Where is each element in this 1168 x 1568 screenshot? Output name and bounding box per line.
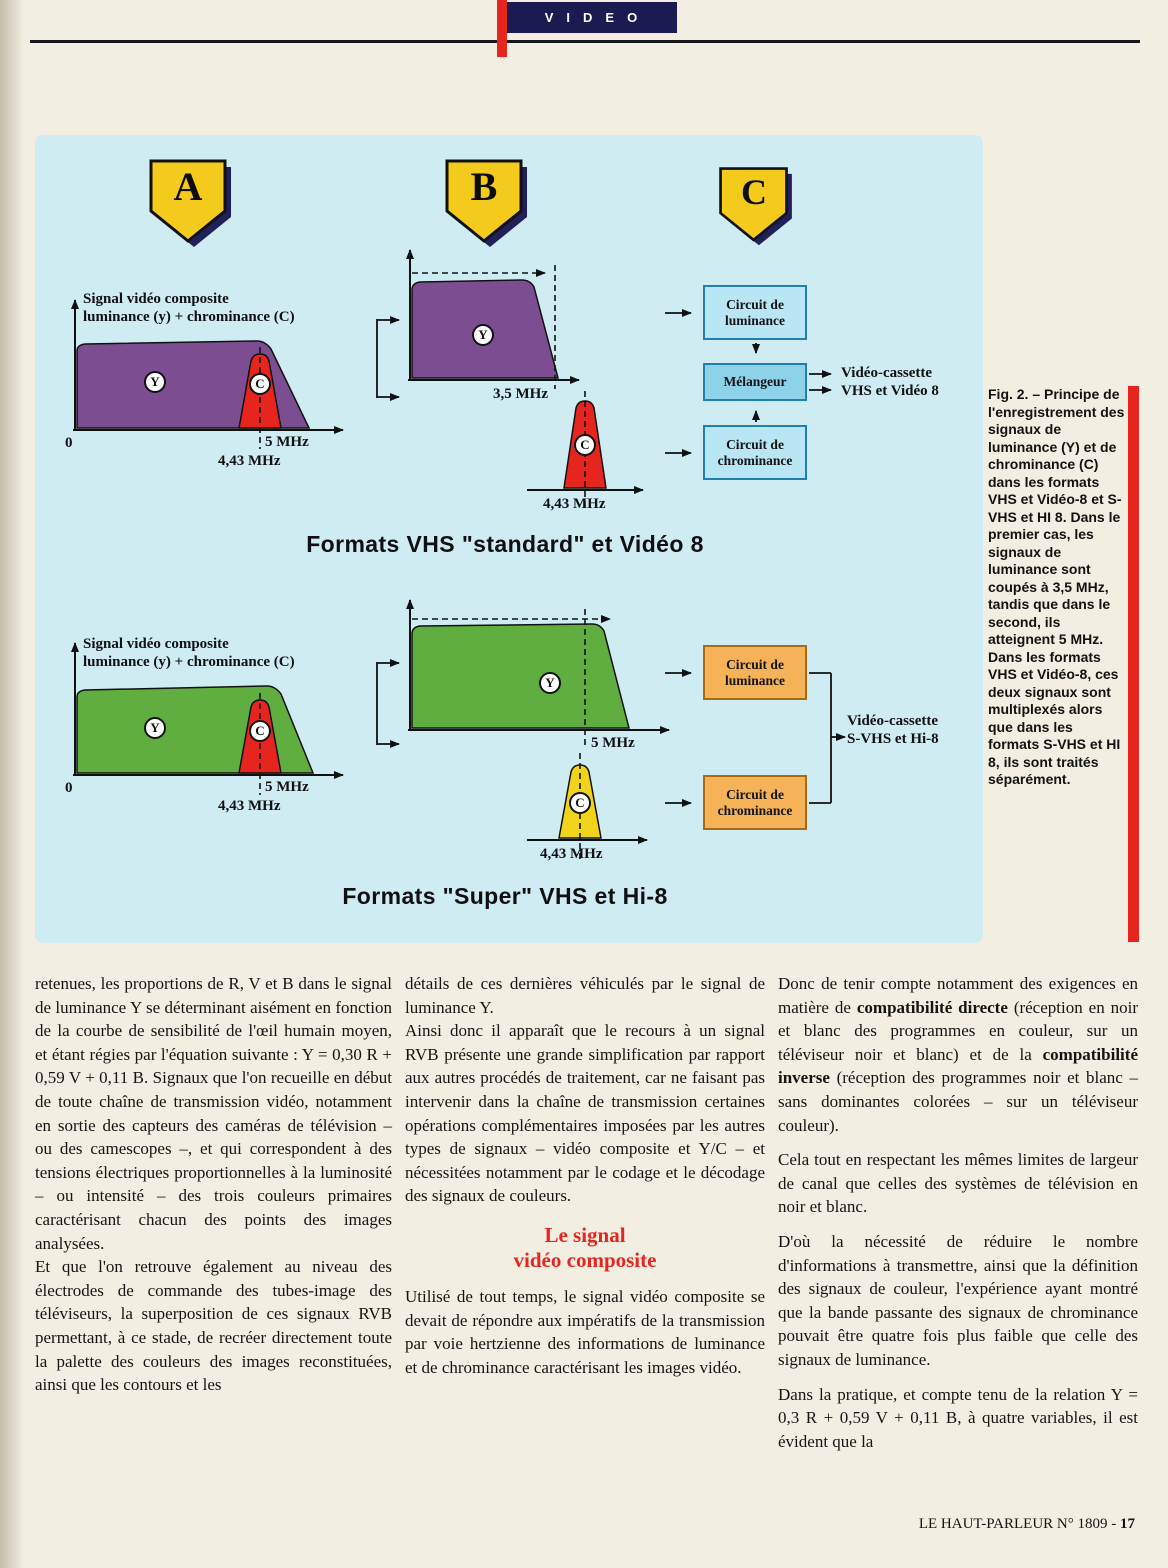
row2-bandwidth-5mhz: 5 MHz bbox=[591, 735, 635, 751]
luminance-circuit-box: Circuit de luminance bbox=[703, 285, 807, 340]
caption-red-bar bbox=[1128, 386, 1139, 942]
row2-format-title: Formats "Super" VHS et Hi-8 bbox=[342, 883, 668, 909]
row1-axis-5mhz: 5 MHz bbox=[265, 434, 309, 450]
row1-cutoff-35mhz: 3,5 MHz bbox=[493, 386, 548, 402]
row2-chroma-443mhz: 4,43 MHz bbox=[540, 846, 603, 862]
chrominance-symbol: C bbox=[249, 373, 271, 395]
article-column-2 bbox=[405, 972, 765, 1464]
paragraph: D'où la nécessité de réduire le nombre d'informations à transmettre, ainsi que la définition des signaux de couleur, l'expérience ayant montré que la bande passante des signaux de chrominance pouvait être quatre fois plus faible que celle des signaux de luminance. bbox=[778, 1231, 1138, 1369]
badge-c-label: C bbox=[741, 172, 767, 212]
luminance-symbol: Y bbox=[144, 371, 166, 393]
row1-chroma-443mhz: 4,43 MHz bbox=[543, 496, 606, 512]
row1-format-title: Formats VHS "standard" et Vidéo 8 bbox=[306, 531, 704, 557]
section-title: VIDEO bbox=[544, 10, 651, 25]
paragraph: Cela tout en respectant les mêmes limites de largeur de canal que celles des systèmes de télévision en noir et blanc. bbox=[778, 1150, 1138, 1217]
row1-source-label-line2: luminance (y) + chrominance (C) bbox=[83, 309, 295, 325]
section-heading bbox=[405, 1223, 765, 1273]
paragraph: Et que l'on retrouve également au niveau des électrodes de commande des tubes-image des téléviseurs, la superposition de ces signaux RVB permettant, à ce stade, de recréer directement toute la palette des couleurs des images reconstituées, ainsi que les contours et les bbox=[35, 1257, 392, 1395]
row1-source-label-line1: Signal vidéo composite bbox=[83, 291, 229, 307]
section-heading-line1: Le signal bbox=[544, 1222, 626, 1247]
badge-a-label: A bbox=[173, 164, 203, 209]
article-column-1 bbox=[35, 972, 392, 1464]
row1-output-line1: Vidéo-cassette bbox=[841, 365, 933, 381]
row2-axis-443mhz: 4,43 MHz bbox=[218, 798, 281, 814]
red-accent-bar bbox=[497, 0, 507, 57]
paragraph: Dans la pratique, et compte tenu de la relation Y = 0,3 R + 0,59 V + 0,11 B, à quatre variables, il est évident que la bbox=[778, 1384, 1138, 1451]
badge-b bbox=[443, 157, 535, 254]
row2-output-line2: S-VHS et Hi-8 bbox=[847, 731, 939, 747]
luminance-symbol: Y bbox=[144, 717, 166, 739]
paragraph: retenues, les proportions de R, V et B dans le signal de luminance Y se déterminant aisément en fonction de la courbe de sensibilité de l'œil humain moyen, et étant régies par l'équation suivante : Y = 0,30 R + 0,59 V + 0,11 B. Signaux que l'on recueille en début de toute chaîne de transmission vidéo, notamment en sortie des capteurs des caméras de télévision – ou des camescopes –, et qui correspondent à des tensions électriques proportionnelles à la luminosité – ou intensité – des trois couleurs primaires caractérisant chacun des points des images analysées. bbox=[35, 974, 392, 1253]
chrominance-symbol: C bbox=[574, 434, 596, 456]
figure-caption: Fig. 2. – Principe de l'enregistrement des signaux de luminance (Y) et de chrominance (C) dans les formats VHS et Vidéo-8 et S-VHS et HI 8. Dans le premier cas, les signaux de luminance sont coupés à 3,5 MHz, tandis que dans le second, ils atteignent 5 MHz. Dans les formats VHS et Vidéo-8, ces deux signaux sont multiplexés alors que dans les formats S-VHS et HI 8, ils sont traités séparément. bbox=[988, 386, 1125, 787]
article-body bbox=[35, 972, 1138, 1464]
row1-axis-443mhz: 4,43 MHz bbox=[218, 453, 281, 469]
paragraph: détails de ces dernières véhiculés par le signal de luminance Y. bbox=[405, 974, 765, 1017]
row1-recorded-spectrum bbox=[408, 250, 643, 509]
article-column-3 bbox=[778, 972, 1138, 1464]
row2-axis-zero: 0 bbox=[65, 780, 73, 796]
luminance-symbol: Y bbox=[539, 672, 561, 694]
paragraph: Ainsi donc il apparaît que le recours à un signal RVB présente une grande simplification par rapport aux autres procédés de traitement, car ne faisant pas intervenir dans la chaîne de transmission certaines opérations complémentaires imposées par les autres types de signaux – vidéo composite et Y/C – et nécessitées notamment par le codage et le décodage des signaux de couleurs. bbox=[405, 1021, 765, 1206]
luminance-symbol: Y bbox=[472, 324, 494, 346]
row1-output-line2: VHS et Vidéo 8 bbox=[841, 383, 939, 399]
paragraph: Utilisé de tout temps, le signal vidéo composite se devait de répondre aux impératifs de la transmission par voie hertzienne des informations de luminance et de chrominance caractérisant les images vidéo. bbox=[405, 1286, 765, 1377]
row2-axis-5mhz: 5 MHz bbox=[265, 779, 309, 795]
section-banner bbox=[505, 2, 677, 33]
mixer-box: Mélangeur bbox=[703, 363, 807, 401]
chrominance-circuit-box-2: Circuit de chrominance bbox=[703, 775, 807, 830]
figure-2-diagram bbox=[35, 135, 983, 943]
row2-source-label-line1: Signal vidéo composite bbox=[83, 636, 229, 652]
section-heading-line2: vidéo composite bbox=[513, 1247, 657, 1272]
header-rule bbox=[30, 40, 1140, 43]
row2-source-label-line2: luminance (y) + chrominance (C) bbox=[83, 654, 295, 670]
row1-split-bracket bbox=[377, 319, 399, 398]
green-luminance-wide-shape bbox=[412, 624, 629, 728]
scan-edge-shadow bbox=[0, 0, 24, 1568]
luminance-circuit-box-2: Circuit de luminance bbox=[703, 645, 807, 700]
page-footer: LE HAUT-PARLEUR N° 1809 - 17 bbox=[918, 1516, 1135, 1532]
row2-split-bracket bbox=[377, 662, 399, 745]
badge-b-label: B bbox=[470, 164, 498, 209]
row2-recorded-spectrum bbox=[408, 600, 669, 859]
row2-output-line1: Vidéo-cassette bbox=[847, 713, 939, 729]
chrominance-circuit-box: Circuit de chrominance bbox=[703, 425, 807, 480]
row1-axis-zero: 0 bbox=[65, 435, 73, 451]
badge-a bbox=[147, 157, 239, 254]
chrominance-symbol: C bbox=[249, 720, 271, 742]
badge-c bbox=[717, 165, 799, 252]
chrominance-symbol: C bbox=[569, 792, 591, 814]
paragraph: Donc de tenir compte notamment des exigences en matière de compatibilité directe (réception en noir et blanc des programmes en couleur, sur un téléviseur noir et blanc) et de la compatibilité inverse (réception des programmes noir et blanc – sans dominantes colorées – sur un téléviseur couleur). bbox=[778, 974, 1138, 1135]
